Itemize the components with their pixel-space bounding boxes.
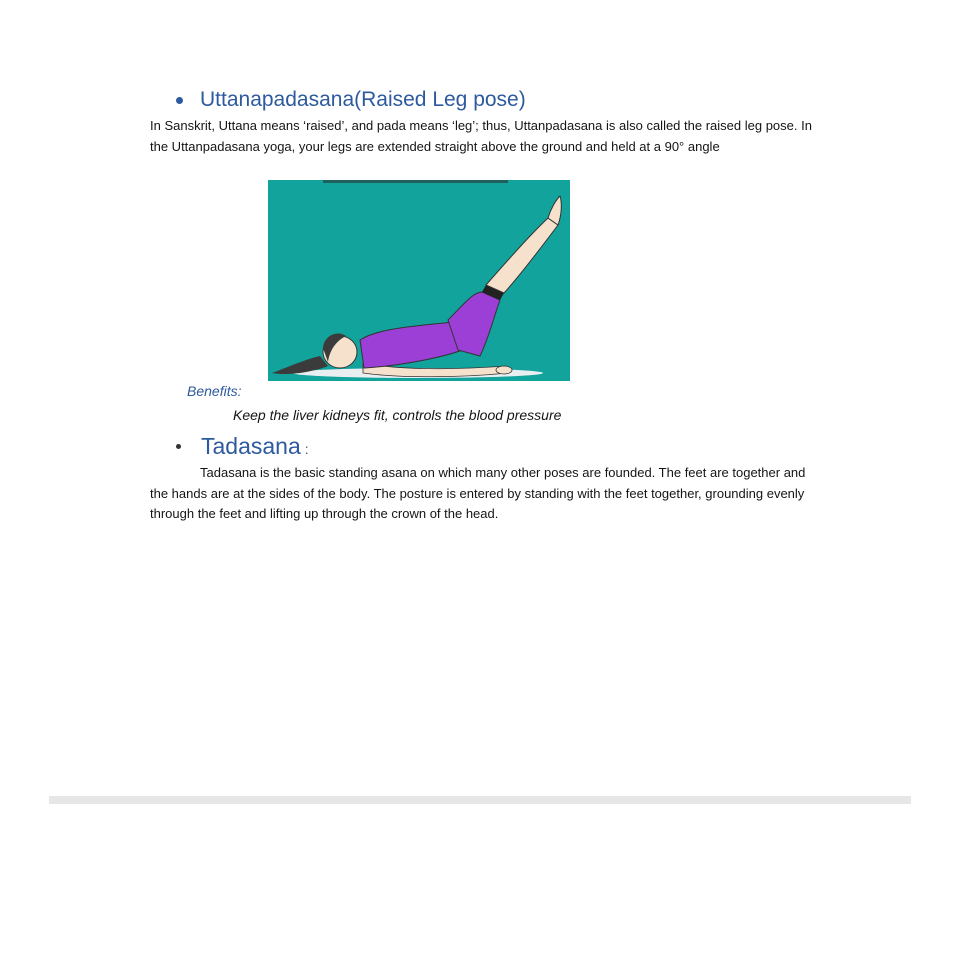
hand xyxy=(496,366,512,374)
benefits-label: Benefits: xyxy=(187,383,242,399)
benefits-text: Keep the liver kidneys fit, controls the blood pressure xyxy=(233,407,562,423)
heading-uttanapadasana-text: Uttanapadasana(Raised Leg pose) xyxy=(200,88,526,111)
raised-leg-pose-illustration xyxy=(268,180,570,381)
tadasana-description-block xyxy=(150,463,810,525)
heading-tadasana-colon: : xyxy=(304,440,309,457)
page-divider xyxy=(49,796,911,804)
tadasana-description: Tadasana is the basic standing asana on which many other poses are founded. The feet are together and the hands are at the sides of the body. The posture is entered by standing with the feet together, grounding evenly through the feet and lifting up through the crown of the head. xyxy=(150,465,806,521)
bullet-icon xyxy=(176,97,183,104)
heading-tadasana xyxy=(176,433,309,460)
heading-tadasana-text: Tadasana xyxy=(201,433,301,459)
figure-caption-remnant xyxy=(323,180,508,183)
yoga-pose-svg xyxy=(268,180,570,381)
bullet-icon xyxy=(176,444,181,449)
uttanapadasana-description: In Sanskrit, Uttana means ‘raised’, and pada means ‘leg’; thus, Uttanpadasana is also called the raised leg pose. In the Uttanpadasana yoga, your legs are extended straight above the ground and held at a 90° angle xyxy=(150,118,812,154)
heading-uttanapadasana xyxy=(176,88,526,112)
